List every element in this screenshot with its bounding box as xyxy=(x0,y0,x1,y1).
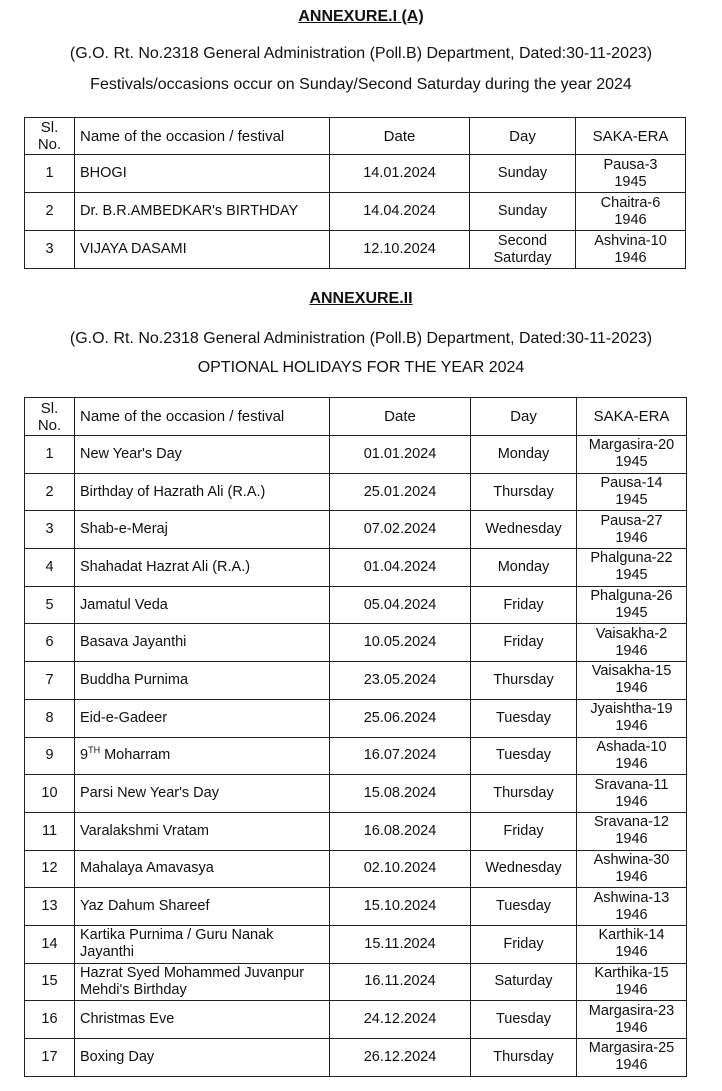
saka-year: 1946 xyxy=(615,1057,648,1074)
saka-month: Jyaishtha-19 xyxy=(590,701,673,718)
cell-occasion-name: VIJAYA DASAMI xyxy=(75,231,330,269)
saka-month: Ashvina-10 xyxy=(594,232,667,249)
cell-date: 25.06.2024 xyxy=(330,699,471,737)
cell-date: 14.01.2024 xyxy=(330,155,470,193)
saka-year: 1945 xyxy=(614,173,647,190)
cell-sl-no: 1 xyxy=(25,155,75,193)
cell-sl-no: 13 xyxy=(25,888,75,926)
cell-saka-era xyxy=(577,1001,687,1039)
cell-saka-era xyxy=(577,473,687,511)
saka-month: Phalguna-22 xyxy=(590,550,673,567)
table-row xyxy=(25,193,686,231)
table-row xyxy=(25,549,687,587)
cell-day: Friday xyxy=(471,586,577,624)
saka-month: Chaitra-6 xyxy=(600,194,661,211)
saka-month: Pausa-3 xyxy=(603,156,658,173)
annex2-go-line: (G.O. Rt. No.2318 General Administration (Poll.B) Department, Dated:30-11-2023) xyxy=(69,330,653,347)
cell-occasion-name: Shahadat Hazrat Ali (R.A.) xyxy=(75,549,330,587)
saka-month: Margasira-23 xyxy=(588,1002,675,1019)
saka-year: 1946 xyxy=(615,718,648,735)
cell-saka-era xyxy=(576,193,686,231)
col-date: Date xyxy=(330,398,471,436)
saka-month: Karthik-14 xyxy=(598,927,665,944)
saka-year: 1945 xyxy=(615,454,648,471)
saka-year: 1946 xyxy=(614,211,647,228)
col-sl-line2: No. xyxy=(37,416,62,434)
table-row xyxy=(25,775,687,813)
cell-day: Thursday xyxy=(471,662,577,700)
cell-saka-era xyxy=(576,231,686,269)
annex1-title: ANNEXURE.I (A) xyxy=(298,8,424,25)
saka-month: Margasira-20 xyxy=(588,437,675,454)
cell-occasion-name: Hazrat Syed Mohammed Juvanpur Mehdi's Birthday xyxy=(75,963,330,1001)
cell-saka-era xyxy=(577,925,687,963)
cell-occasion-name: Birthday of Hazrath Ali (R.A.) xyxy=(75,473,330,511)
cell-sl-no: 3 xyxy=(25,231,75,269)
table-row xyxy=(25,436,687,474)
annex1-table xyxy=(24,117,686,269)
table-row xyxy=(25,737,687,775)
cell-saka-era xyxy=(577,850,687,888)
saka-month: Pausa-27 xyxy=(600,512,663,529)
saka-month: Sravana-12 xyxy=(594,814,669,831)
cell-saka-era xyxy=(577,549,687,587)
cell-date: 15.11.2024 xyxy=(330,925,471,963)
name-prefix: 9 xyxy=(80,747,89,764)
cell-day: Sunday xyxy=(470,155,576,193)
col-sl-line1: Sl. xyxy=(40,119,59,136)
saka-month: Phalguna-26 xyxy=(590,588,673,605)
saka-month: Karthika-15 xyxy=(594,964,669,981)
saka-year: 1945 xyxy=(615,567,648,584)
cell-day: Tuesday xyxy=(471,737,577,775)
cell-occasion-name: Buddha Purnima xyxy=(75,662,330,700)
saka-year: 1946 xyxy=(615,793,648,810)
saka-year: 1946 xyxy=(615,755,648,772)
table-row xyxy=(25,888,687,926)
cell-sl-no: 6 xyxy=(25,624,75,662)
cell-sl-no: 4 xyxy=(25,549,75,587)
saka-month: Vaisakha-15 xyxy=(591,663,672,680)
annex2-header-row xyxy=(25,398,687,436)
col-name: Name of the occasion / festival xyxy=(75,118,330,155)
cell-sl-no: 12 xyxy=(25,850,75,888)
cell-date: 12.10.2024 xyxy=(330,231,470,269)
cell-occasion-name: Jamatul Veda xyxy=(75,586,330,624)
cell-occasion-name: BHOGI xyxy=(75,155,330,193)
table-row xyxy=(25,624,687,662)
saka-year: 1946 xyxy=(615,1019,648,1036)
col-saka: SAKA-ERA xyxy=(576,118,686,155)
cell-date: 01.01.2024 xyxy=(330,436,471,474)
cell-saka-era xyxy=(577,436,687,474)
table-row xyxy=(25,925,687,963)
col-saka: SAKA-ERA xyxy=(577,398,687,436)
table-row xyxy=(25,511,687,549)
cell-sl-no: 7 xyxy=(25,662,75,700)
saka-month: Vaisakha-2 xyxy=(595,625,668,642)
saka-year: 1946 xyxy=(615,680,648,697)
cell-sl-no: 3 xyxy=(25,511,75,549)
cell-saka-era xyxy=(577,1039,687,1077)
cell-saka-era xyxy=(577,775,687,813)
cell-date: 07.02.2024 xyxy=(330,511,471,549)
cell-date: 24.12.2024 xyxy=(330,1001,471,1039)
saka-month: Pausa-14 xyxy=(600,475,663,492)
cell-saka-era xyxy=(577,812,687,850)
cell-sl-no: 5 xyxy=(25,586,75,624)
cell-occasion-name: Dr. B.R.AMBEDKAR's BIRTHDAY xyxy=(75,193,330,231)
table-row xyxy=(25,699,687,737)
name-superscript: TH xyxy=(88,745,101,756)
saka-year: 1946 xyxy=(615,642,648,659)
cell-day: Tuesday xyxy=(471,1001,577,1039)
cell-occasion-name: Yaz Dahum Shareef xyxy=(75,888,330,926)
cell-date: 16.07.2024 xyxy=(330,737,471,775)
col-sl-no xyxy=(25,118,75,155)
cell-sl-no: 15 xyxy=(25,963,75,1001)
col-day: Day xyxy=(471,398,577,436)
cell-day: Friday xyxy=(471,925,577,963)
cell-day: Friday xyxy=(471,812,577,850)
cell-sl-no: 10 xyxy=(25,775,75,813)
cell-date: 16.08.2024 xyxy=(330,812,471,850)
saka-month: Ashada-10 xyxy=(596,738,667,755)
cell-date: 02.10.2024 xyxy=(330,850,471,888)
cell-day: Saturday xyxy=(471,963,577,1001)
col-sl-no xyxy=(25,398,75,436)
cell-occasion-name: Basava Jayanthi xyxy=(75,624,330,662)
cell-saka-era xyxy=(576,155,686,193)
col-sl-line1: Sl. xyxy=(40,399,59,417)
cell-occasion-name: Christmas Eve xyxy=(75,1001,330,1039)
cell-date: 14.04.2024 xyxy=(330,193,470,231)
cell-sl-no: 2 xyxy=(25,193,75,231)
cell-occasion-name: Kartika Purnima / Guru Nanak Jayanthi xyxy=(75,925,330,963)
cell-day: Thursday xyxy=(471,775,577,813)
cell-saka-era xyxy=(577,624,687,662)
col-day: Day xyxy=(470,118,576,155)
cell-saka-era xyxy=(577,511,687,549)
cell-date: 26.12.2024 xyxy=(330,1039,471,1077)
saka-year: 1945 xyxy=(615,492,648,509)
cell-occasion-name: Boxing Day xyxy=(75,1039,330,1077)
table-row xyxy=(25,1039,687,1077)
table-row xyxy=(25,1001,687,1039)
cell-sl-no: 17 xyxy=(25,1039,75,1077)
cell-day: Friday xyxy=(471,624,577,662)
saka-month: Margasira-25 xyxy=(588,1040,675,1057)
table-row xyxy=(25,850,687,888)
cell-occasion-name: Eid-e-Gadeer xyxy=(75,699,330,737)
cell-date: 23.05.2024 xyxy=(330,662,471,700)
cell-saka-era xyxy=(577,662,687,700)
cell-occasion-name xyxy=(75,737,330,775)
cell-day: Wednesday xyxy=(471,511,577,549)
cell-day: Second Saturday xyxy=(470,231,576,269)
cell-day: Monday xyxy=(471,549,577,587)
cell-date: 10.05.2024 xyxy=(330,624,471,662)
cell-date: 01.04.2024 xyxy=(330,549,471,587)
table-row xyxy=(25,155,686,193)
saka-month: Sravana-11 xyxy=(594,776,669,793)
name-suffix: Moharram xyxy=(100,747,171,764)
cell-saka-era xyxy=(577,963,687,1001)
cell-saka-era xyxy=(577,586,687,624)
cell-sl-no: 8 xyxy=(25,699,75,737)
annex1-subtitle: Festivals/occasions occur on Sunday/Second Saturday during the year 2024 xyxy=(90,76,632,93)
cell-sl-no: 1 xyxy=(25,436,75,474)
saka-month: Ashwina-13 xyxy=(593,889,670,906)
cell-occasion-name: Mahalaya Amavasya xyxy=(75,850,330,888)
cell-day: Thursday xyxy=(471,1039,577,1077)
saka-year: 1945 xyxy=(615,605,648,622)
col-sl-line2: No. xyxy=(37,136,62,153)
cell-date: 05.04.2024 xyxy=(330,586,471,624)
cell-day: Sunday xyxy=(470,193,576,231)
table-row xyxy=(25,812,687,850)
saka-year: 1946 xyxy=(615,529,648,546)
cell-date: 15.08.2024 xyxy=(330,775,471,813)
saka-year: 1946 xyxy=(615,906,648,923)
cell-saka-era xyxy=(577,737,687,775)
annex1-header-row xyxy=(25,118,686,155)
cell-day: Tuesday xyxy=(471,699,577,737)
saka-month: Ashwina-30 xyxy=(593,851,670,868)
col-name: Name of the occasion / festival xyxy=(75,398,330,436)
cell-sl-no: 16 xyxy=(25,1001,75,1039)
saka-year: 1946 xyxy=(615,831,648,848)
annex2-table xyxy=(24,397,687,1077)
cell-occasion-name: Varalakshmi Vratam xyxy=(75,812,330,850)
cell-day: Thursday xyxy=(471,473,577,511)
table-row xyxy=(25,963,687,1001)
cell-date: 25.01.2024 xyxy=(330,473,471,511)
cell-date: 15.10.2024 xyxy=(330,888,471,926)
cell-sl-no: 14 xyxy=(25,925,75,963)
cell-day: Monday xyxy=(471,436,577,474)
annex2-subtitle: OPTIONAL HOLIDAYS FOR THE YEAR 2024 xyxy=(197,359,525,376)
cell-saka-era xyxy=(577,699,687,737)
table-row xyxy=(25,662,687,700)
table-row xyxy=(25,586,687,624)
cell-date: 16.11.2024 xyxy=(330,963,471,1001)
saka-year: 1946 xyxy=(614,249,647,266)
annex2-title: ANNEXURE.II xyxy=(309,290,413,307)
saka-year: 1946 xyxy=(615,981,648,998)
cell-day: Wednesday xyxy=(471,850,577,888)
col-date: Date xyxy=(330,118,470,155)
cell-saka-era xyxy=(577,888,687,926)
cell-occasion-name: New Year's Day xyxy=(75,436,330,474)
cell-day: Tuesday xyxy=(471,888,577,926)
cell-occasion-name: Parsi New Year's Day xyxy=(75,775,330,813)
cell-sl-no: 11 xyxy=(25,812,75,850)
cell-occasion-name: Shab-e-Meraj xyxy=(75,511,330,549)
saka-year: 1946 xyxy=(615,944,648,961)
saka-year: 1946 xyxy=(615,868,648,885)
annex1-go-line: (G.O. Rt. No.2318 General Administration (Poll.B) Department, Dated:30-11-2023) xyxy=(69,45,653,62)
cell-sl-no: 9 xyxy=(25,737,75,775)
cell-sl-no: 2 xyxy=(25,473,75,511)
table-row xyxy=(25,473,687,511)
table-row xyxy=(25,231,686,269)
